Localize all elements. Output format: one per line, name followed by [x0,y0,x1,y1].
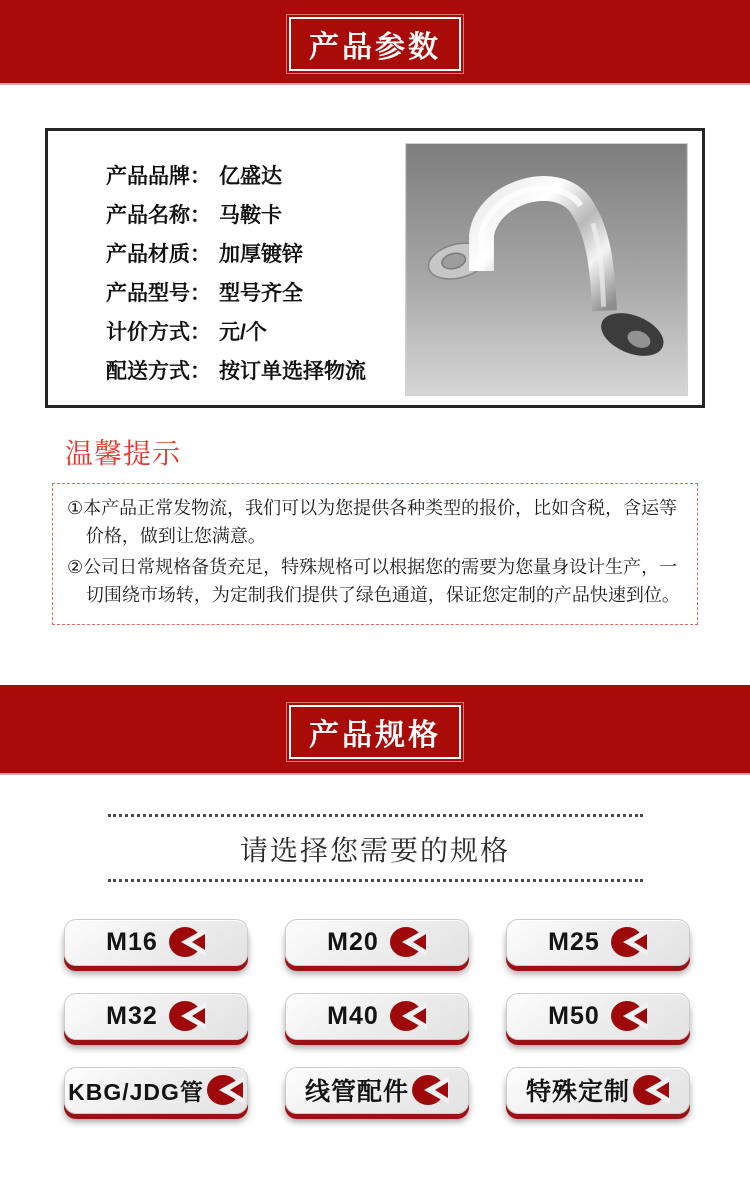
click-icon [168,926,206,958]
params-banner-title: 产品参数 [309,31,441,64]
spec-button-kbg-jdg-pipe[interactable] [64,1067,248,1114]
spec-button-label: M50 [548,1001,600,1030]
info-row-brand [106,157,366,196]
choose-spec-prompt: 请选择您需要的规格 [239,834,510,866]
info-value: 按订单选择物流 [219,360,366,383]
click-icon [632,1074,670,1106]
bottom-whitespace [0,1141,750,1189]
tips-heading: 温馨提示 [65,438,182,469]
click-icon [389,926,427,958]
info-row-name [106,196,366,235]
params-banner-titlebox [289,17,461,71]
spec-row-3 [64,1067,690,1114]
spec-button-custom[interactable] [506,1067,690,1114]
click-icon [610,1000,648,1032]
spec-row-1 [64,919,690,966]
info-row-material [106,235,366,274]
specs-banner [0,685,750,775]
info-value: 型号齐全 [219,282,303,305]
choose-spec-prompt-block [108,814,643,882]
click-icon [389,1000,427,1032]
info-label: 产品名称： [106,204,211,227]
spec-button-m20[interactable] [285,919,469,966]
info-row-delivery [106,352,366,391]
spec-button-label: M20 [327,927,379,956]
spec-button-label: 特殊定制 [525,1078,630,1107]
info-label: 产品型号： [106,282,211,305]
info-label: 产品材质： [106,243,211,266]
info-value: 马鞍卡 [219,204,282,227]
click-icon [610,926,648,958]
spec-button-label: KBG/JDG管 [68,1078,204,1105]
click-icon [206,1074,244,1106]
spec-button-label: M25 [548,927,600,956]
tips-box [52,483,698,625]
spec-button-label: M32 [106,1001,158,1030]
tip-item-1: ①本产品正常发物流，我们可以为您提供各种类型的报价，比如含税，含运等价格，做到让您满意。 [67,498,678,546]
spec-options-grid [0,882,750,1114]
spec-button-m16[interactable] [64,919,248,966]
spec-button-m25[interactable] [506,919,690,966]
click-icon [168,1000,206,1032]
spec-row-2 [64,993,690,1040]
params-banner [0,0,750,85]
specs-banner-title: 产品规格 [309,718,441,752]
info-value: 加厚镀锌 [219,243,303,266]
info-row-pricing [106,313,366,352]
spec-button-conduit-fittings[interactable] [285,1067,469,1114]
info-label: 配送方式： [106,360,211,383]
spec-button-m32[interactable] [64,993,248,1040]
product-info-rows [106,143,366,391]
spec-button-label: M40 [327,1001,379,1030]
spec-button-m40[interactable] [285,993,469,1040]
product-info-box [45,128,705,408]
saddle-clamp-product-photo [405,143,688,396]
spec-button-label: 线管配件 [304,1078,409,1107]
info-value: 元/个 [219,321,267,344]
tip-item-2: ②公司日常规格备货充足，特殊规格可以根据您的需要为您量身设计生产，一切围绕市场转，为定制我们提供了绿色通道，保证您定制的产品快速到位。 [67,556,680,605]
spec-button-label: M16 [106,927,158,956]
info-value: 亿盛达 [219,165,282,188]
click-icon [411,1074,449,1106]
spec-button-m50[interactable] [506,993,690,1040]
info-label: 计价方式： [106,321,211,344]
info-label: 产品品牌： [106,165,211,188]
info-row-model [106,274,366,313]
specs-banner-titlebox [289,705,461,759]
